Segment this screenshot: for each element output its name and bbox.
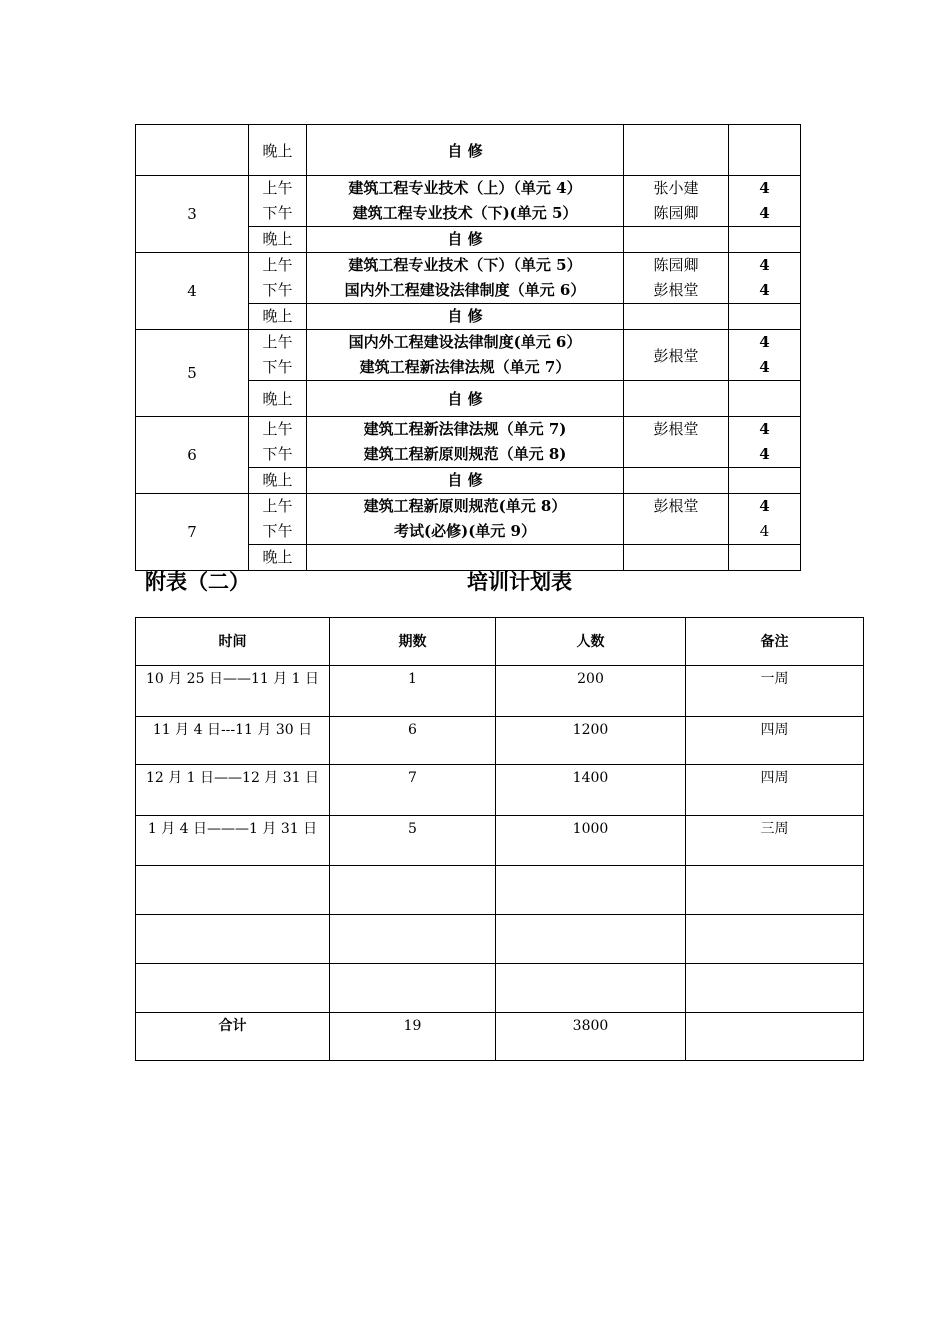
hours-value: 4 [759,179,770,197]
hours-cell [729,545,801,571]
table-total-row [136,1013,864,1061]
hours-value: 4 [759,420,770,438]
teacher-cell: 彭根堂 [624,330,729,381]
course-cell: 自 修 [307,227,624,253]
hours-value: 4 [759,445,770,463]
session-label: 下午 [262,358,293,376]
people-cell: 1400 [496,765,686,816]
day-cell: 3 [136,176,249,253]
teacher-cell [624,176,729,227]
teacher-cell [624,494,729,545]
column-header-note: 备注 [686,618,864,666]
day-cell: 5 [136,330,249,417]
hours-value: 4 [759,204,770,222]
day-cell [136,125,249,176]
table-row [136,765,864,816]
course-cell: 自 修 [307,125,624,176]
course-name: 建筑工程新法律法规（单元 7) [363,420,567,438]
column-header-periods: 期数 [330,618,496,666]
session-label-cell [249,417,307,468]
column-header-people: 人数 [496,618,686,666]
people-cell: 200 [496,666,686,717]
session-label: 上午 [262,420,293,438]
course-cell [307,545,624,571]
teacher-name: 彭根堂 [653,497,699,515]
hours-cell [729,253,801,304]
teacher-name: 陈园卿 [653,204,699,222]
table-row [136,417,801,468]
hours-cell [729,330,801,381]
table-row [136,176,801,227]
teacher-name: 彭根堂 [653,420,699,438]
time-cell: 10 月 25 日——11 月 1 日 [136,666,330,717]
course-cell [307,494,624,545]
teacher-name: 彭根堂 [653,281,699,299]
course-name: 建筑工程专业技术（下)(单元 5） [352,204,578,222]
hours-cell [729,417,801,468]
course-cell [307,417,624,468]
session-label: 晚上 [249,545,307,571]
teacher-cell [624,253,729,304]
people-cell: 1000 [496,816,686,866]
course-name: 考试(必修)(单元 9） [394,522,536,540]
course-cell [307,330,624,381]
session-label: 下午 [262,522,293,540]
session-label: 晚上 [249,125,307,176]
table-row [136,816,864,866]
hours-cell [729,381,801,417]
time-cell: 11 月 4 日---11 月 30 日 [136,717,330,765]
course-cell: 自 修 [307,381,624,417]
day-cell: 4 [136,253,249,330]
periods-cell: 6 [330,717,496,765]
teacher-name: 陈园卿 [653,256,699,274]
session-label: 下午 [262,204,293,222]
day-cell: 6 [136,417,249,494]
column-header-time: 时间 [136,618,330,666]
total-periods: 19 [330,1013,496,1061]
total-people: 3800 [496,1013,686,1061]
people-cell: 1200 [496,717,686,765]
training-plan-table [135,617,864,1061]
table-row [136,330,801,381]
total-note [686,1013,864,1061]
teacher-cell [624,417,729,468]
time-cell: 12 月 1 日——12 月 31 日 [136,765,330,816]
table-row [136,717,864,765]
session-label: 上午 [262,497,293,515]
table-row-empty [136,915,864,964]
hours-value: 4 [759,256,770,274]
course-name: 国内外工程建设法律制度(单元 6） [348,333,582,351]
table-row [136,125,801,176]
hours-cell [729,494,801,545]
hours-cell [729,176,801,227]
hours-value: 4 [759,281,770,299]
note-cell: 四周 [686,765,864,816]
teacher-cell [624,545,729,571]
periods-cell: 1 [330,666,496,717]
session-label: 上午 [262,256,293,274]
hours-value: 4 [759,522,770,540]
course-name: 国内外工程建设法律制度（单元 6） [344,281,586,299]
session-label: 上午 [262,333,293,351]
course-name: 建筑工程专业技术（上）（单元 4） [348,179,582,197]
session-label: 晚上 [249,468,307,494]
teacher-name: 张小建 [653,179,699,197]
course-cell [307,253,624,304]
appendix-title: 附表（二） [145,570,250,594]
course-cell [307,176,624,227]
course-cell: 自 修 [307,468,624,494]
training-schedule-table [135,124,801,571]
periods-cell: 5 [330,816,496,866]
course-name: 建筑工程新法律法规（单元 7） [359,358,571,376]
note-cell: 一周 [686,666,864,717]
periods-cell: 7 [330,765,496,816]
session-label: 下午 [262,445,293,463]
table-row-empty [136,866,864,915]
teacher-cell [624,304,729,330]
session-label: 上午 [262,179,293,197]
session-label: 晚上 [249,381,307,417]
session-label-cell [249,494,307,545]
session-label-cell [249,176,307,227]
note-cell: 三周 [686,816,864,866]
hours-cell [729,227,801,253]
table-header-row [136,618,864,666]
hours-cell [729,125,801,176]
teacher-cell [624,227,729,253]
course-name: 建筑工程专业技术（下）（单元 5） [348,256,582,274]
table-row [136,666,864,717]
session-label: 晚上 [249,227,307,253]
hours-value: 4 [759,358,770,376]
course-name: 建筑工程新原则规范(单元 8） [363,497,567,515]
teacher-cell [624,468,729,494]
table-row [136,494,801,545]
table-row [136,253,801,304]
plan-table-title: 培训计划表 [467,570,572,594]
total-label: 合计 [136,1013,330,1061]
time-cell: 1 月 4 日———1 月 31 日 [136,816,330,866]
session-label-cell [249,253,307,304]
session-label-cell [249,330,307,381]
course-cell: 自 修 [307,304,624,330]
hours-value: 4 [759,333,770,351]
note-cell: 四周 [686,717,864,765]
table-row-empty [136,964,864,1013]
teacher-cell [624,125,729,176]
session-label: 下午 [262,281,293,299]
hours-cell [729,304,801,330]
hours-value: 4 [759,497,770,515]
course-name: 建筑工程新原则规范（单元 8) [363,445,567,463]
day-cell: 7 [136,494,249,571]
teacher-cell [624,381,729,417]
hours-cell [729,468,801,494]
session-label: 晚上 [249,304,307,330]
